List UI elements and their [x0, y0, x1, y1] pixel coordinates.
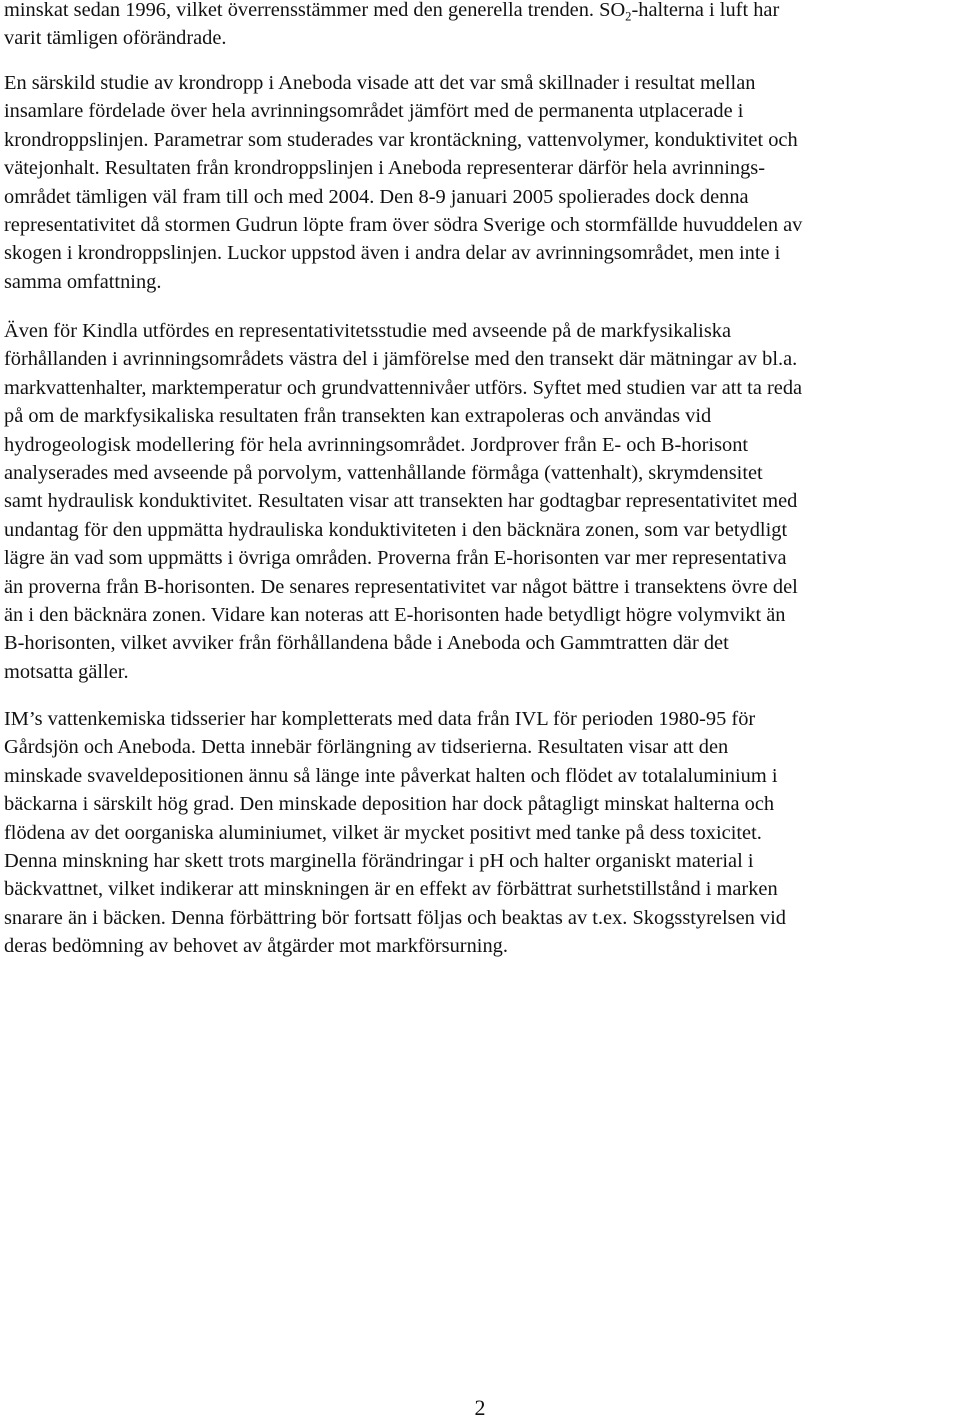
text-line: Även för Kindla utfördes en representativitetsstudie med avseende på de markfysikaliska	[4, 320, 732, 342]
text-line: flödena av det oorganiska aluminiumet, vilket är mycket positivt med tanke på dess toxicitet.	[4, 821, 762, 844]
text-line: på om de markfysikaliska resultaten från transekten kan extrapoleras och användas vid	[4, 405, 712, 428]
text-line: vätejonhalt. Resultaten från krondroppslinjen i Aneboda representerar därför hela avrinnings-	[4, 157, 765, 180]
text-line: samma omfattning.	[4, 270, 162, 293]
text-line: bäckvattnet, vilket indikerar att minskningen är en effekt av förbättrat surhetstillstånd i marken	[4, 878, 778, 901]
text-line: IM’s vattenkemiska tidsserier har kompletterats med data från IVL för perioden 1980-95 för	[4, 708, 756, 730]
text-line: insamlare fördelade över hela avrinningsområdet jämfört med de permanenta utplacerade i	[4, 100, 744, 123]
paragraph-aneboda-throughfall	[4, 69, 956, 296]
text-line: Denna minskning har skett trots marginella förändringar i pH och halter organiskt material i	[4, 850, 754, 873]
paragraph-im-time-series	[4, 705, 956, 961]
page-number: 2	[474, 1395, 486, 1420]
subscript: 2	[625, 9, 632, 24]
text-line	[4, 0, 956, 24]
text-line: analyserades med avseende på porvolym, vattenhållande förmåga (vattenhalt), skrymdensitet	[4, 462, 763, 485]
text-line: än proverna från B-horisonten. De senares representativitet var något bättre i transektens övre del	[4, 575, 798, 598]
text-line: Gårdsjön och Aneboda. Detta innebär förlängning av tidserierna. Resultaten visar att den	[4, 736, 729, 759]
text-segment: minskat sedan 1996, vilket överrensstämmer med den generella trenden. SO	[4, 0, 626, 21]
text-line: markvattenhalter, marktemperatur och grundvattennivåer utförs. Syftet med studien var att ta reda	[4, 376, 803, 399]
text-line: hydrogeologisk modellering för hela avrinningsområdet. Jordprover från E- och B-horisont	[4, 433, 749, 456]
text-line: krondroppslinjen. Parametrar som studerades var krontäckning, vattenvolymer, konduktivitet och	[4, 128, 798, 151]
text-line: samt hydraulisk konduktivitet. Resultaten visar att transekten har godtagbar representativitet med	[4, 490, 798, 513]
text-line: än i den bäcknära zonen. Vidare kan noteras att E-horisonten hade betydligt högre volymvikt än	[4, 604, 786, 627]
paragraph-kindla-study	[4, 317, 956, 686]
text-line: bäckarna i särskilt hög grad. Den minskade deposition har dock påtagligt minskat halterna och	[4, 793, 775, 816]
text-segment: -halterna i luft har	[631, 0, 780, 21]
text-line: undantag för den uppmätta hydrauliska konduktiviteten i den bäcknära zonen, som var betydligt	[4, 518, 788, 541]
text-line: motsatta gäller.	[4, 660, 129, 683]
text-line: varit tämligen oförändrade.	[4, 27, 227, 50]
text-line: En särskild studie av krondropp i Aneboda visade att det var små skillnader i resultat mellan	[4, 72, 756, 94]
text-line: minskade svaveldepositionen ännu så länge inte påverkat halten och flödet av totalaluminium i	[4, 764, 778, 787]
text-line: representativitet då stormen Gudrun löpte fram över södra Sverige och stormfällde huvuddelen av	[4, 214, 803, 237]
text-line: förhållanden i avrinningsområdets västra del i jämförelse med den transekt där mätningar av bl.a.	[4, 348, 798, 371]
text-line: området tämligen väl fram till och med 2004. Den 8-9 januari 2005 spolierades dock denna	[4, 185, 749, 208]
text-line: B-horisonten, vilket avviker från förhållandena både i Aneboda och Gammtratten där det	[4, 632, 729, 655]
paragraph-so2-trend	[4, 0, 956, 53]
text-line: lägre än vad som uppmätts i övriga områden. Proverna från E-horisonten var mer representativa	[4, 547, 787, 570]
text-line: snarare än i bäcken. Denna förbättring bör fortsatt följas och beaktas av t.ex. Skogsstyrelsen vid	[4, 906, 786, 929]
text-line: skogen i krondroppslinjen. Luckor uppstod även i andra delar av avrinningsområdet, men inte i	[4, 242, 781, 265]
text-line: deras bedömning av behovet av åtgärder mot markförsurning.	[4, 935, 508, 958]
